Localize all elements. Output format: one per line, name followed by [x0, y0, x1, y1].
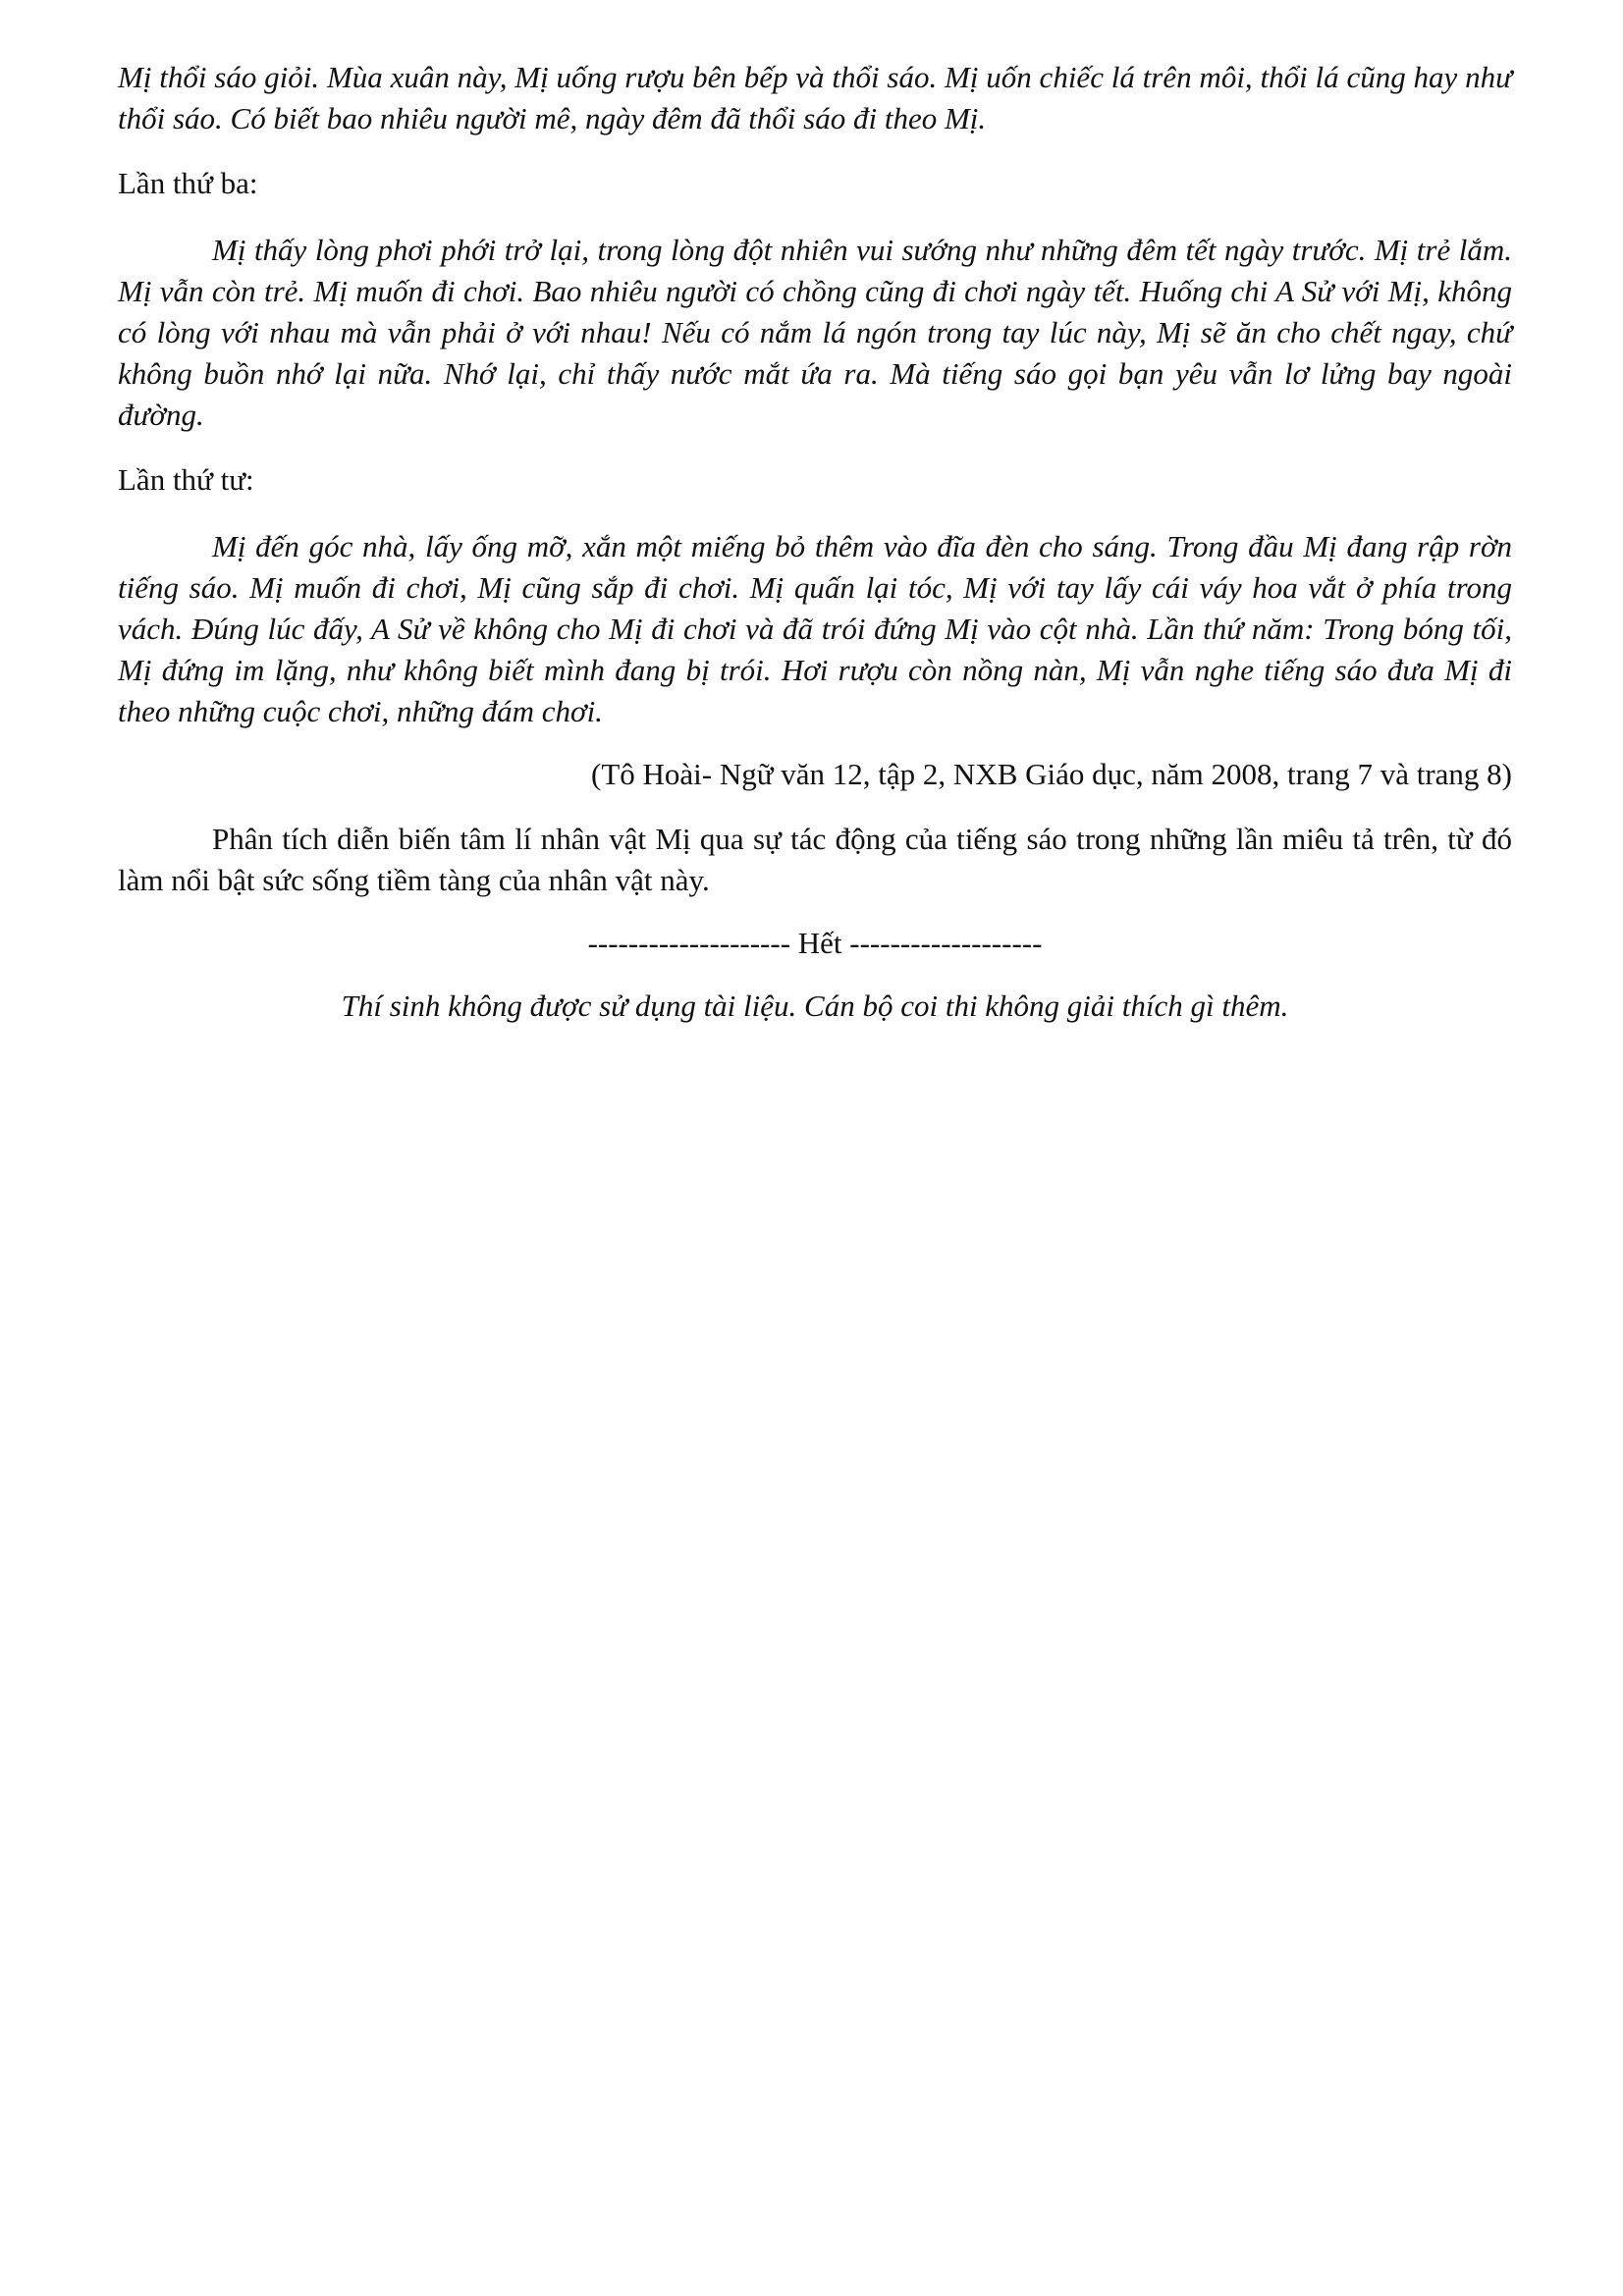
exam-page — [118, 57, 1512, 1027]
intro-passage: Mị thổi sáo giỏi. Mùa xuân này, Mị uống rượu bên bếp và thổi sáo. Mị uốn chiếc lá trên môi, thổi lá cũng hay như thổi sáo. Có biết bao nhiêu người mê, ngày đêm đã thổi sáo đi theo Mị. — [118, 60, 1512, 135]
passage-fourth-time: Mị đến góc nhà, lấy ống mỡ, xắn một miếng bỏ thêm vào đĩa đèn cho sáng. Trong đầu Mị đang rập rờn tiếng sáo. Mị muốn đi chơi, Mị cũng sắp đi chơi. Mị quấn lại tóc, Mị với tay lấy cái váy hoa vắt ở phía trong vách. Đúng lúc đấy, A Sử về không cho Mị đi chơi và đã trói đứng Mị vào cột nhà. Lần thứ năm: Trong bóng tối, Mị đứng im lặng, như không biết mình đang bị trói. Hơi rượu còn nồng nàn, Mị vẫn nghe tiếng sáo đưa Mị đi theo những cuộc chơi, những đám chơi. — [118, 529, 1512, 728]
end-marker: -------------------- Hết ------------------- — [587, 926, 1043, 960]
label-fourth-time: Lần thứ tư: — [118, 462, 254, 497]
exam-note: Thí sinh không được sử dụng tài liệu. Cán bộ coi thi không giải thích gì thêm. — [341, 988, 1289, 1023]
exam-question: Phân tích diễn biến tâm lí nhân vật Mị qua sự tác động của tiếng sáo trong những lần miêu tả trên, từ đó làm nổi bật sức sống tiềm tàng của nhân vật này. — [118, 822, 1512, 897]
label-third-time: Lần thứ ba: — [118, 166, 258, 200]
passage-third-time: Mị thấy lòng phơi phới trở lại, trong lòng đột nhiên vui sướng như những đêm tết ngày trước. Mị trẻ lắm. Mị vẫn còn trẻ. Mị muốn đi chơi. Bao nhiêu người có chồng cũng đi chơi ngày tết. Huống chi A Sử với Mị, không có lòng với nhau mà vẫn phải ở với nhau! Nếu có nắm lá ngón trong tay lúc này, Mị sẽ ăn cho chết ngay, chứ không buồn nhớ lại nữa. Nhớ lại, chỉ thấy nước mắt ứa ra. Mà tiếng sáo gọi bạn yêu vẫn lơ lửng bay ngoài đường. — [118, 233, 1512, 432]
source-citation: (Tô Hoài- Ngữ văn 12, tập 2, NXB Giáo dục, năm 2008, trang 7 và trang 8) — [591, 757, 1512, 791]
